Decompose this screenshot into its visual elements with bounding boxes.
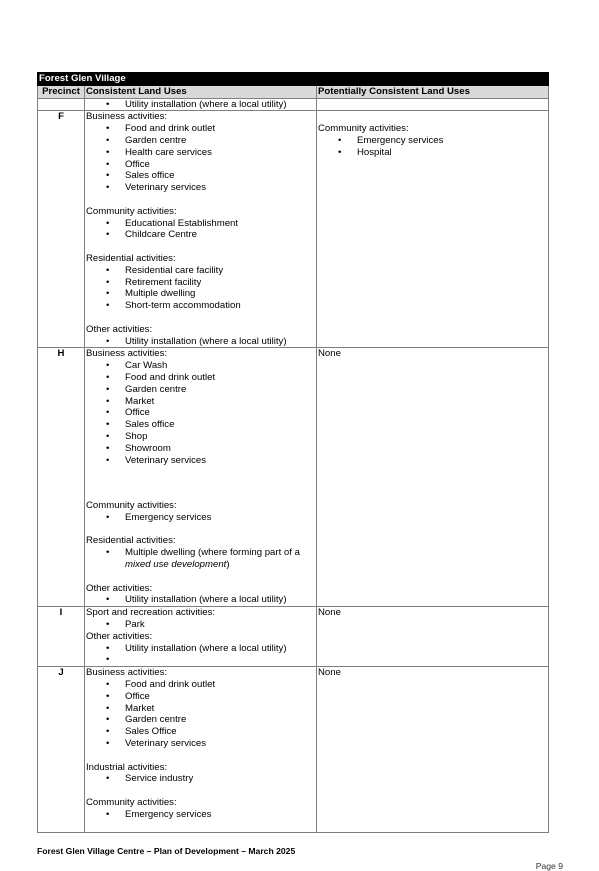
list-item: • Service industry [106,773,315,785]
precinct-cell-continued [38,98,85,111]
list-item: • Multiple dwelling [106,288,315,300]
sport-recreation-activities-list [86,619,315,631]
potential-uses-column-header: Potentially Consistent Land Uses [317,85,549,98]
list-item: • Market [106,396,315,408]
business-activities-list [86,360,315,466]
residential-activities-heading: Residential activities: [86,252,176,264]
potential-uses-cell: None [317,607,549,667]
list-item-italic-text: mixed use development [125,559,227,571]
business-activities-list [86,123,315,194]
list-item: • Garden centre [106,384,315,396]
precinct-column-header: Precinct [38,85,85,98]
table-title-row [38,73,549,86]
industrial-activities-list [86,773,315,785]
list-item: • Childcare Centre [106,229,315,241]
sport-recreation-activities-heading: Sport and recreation activities: [86,607,216,619]
list-item: • Residential care facility [106,265,315,277]
precinct-label: F [38,111,85,348]
other-activities-list [86,594,315,606]
list-item: • Retirement facility [106,277,315,289]
list-item: • Sales office [106,419,315,431]
other-activities-heading: Other activities: [86,323,153,335]
table-row-precinct-h [38,348,549,607]
list-item: • Food and drink outlet [106,372,315,384]
other-activities-list [86,336,315,348]
consistent-uses-cell [85,111,317,348]
list-item: • Utility installation (where a local utility) [106,336,315,348]
potential-uses-cell-continued [317,98,549,111]
table-row-precinct-i [38,607,549,667]
table-row-precinct-f [38,111,549,348]
community-activities-heading: Community activities: [86,797,177,809]
business-activities-heading: Business activities: [86,111,168,123]
list-item: • Emergency services [106,809,315,821]
precinct-label: I [38,607,85,667]
table-row-precinct-j [38,667,549,833]
list-item: • Garden centre [106,135,315,147]
community-activities-heading: Community activities: [86,205,177,217]
community-activities-list [86,218,315,242]
potential-uses-cell: None [317,667,549,833]
list-item: • Veterinary services [106,738,315,750]
list-item: • Park [106,619,315,631]
list-item: • Emergency services [106,512,315,524]
list-item: • Food and drink outlet [106,123,315,135]
list-item: • Sales office [106,170,315,182]
list-item-text: Multiple dwelling (where forming part of a [125,547,300,559]
list-item: • Market [106,703,315,715]
list-item [106,654,315,666]
consistent-uses-column-header: Consistent Land Uses [85,85,317,98]
land-use-table [37,72,549,833]
precinct-label: H [38,348,85,607]
potential-uses-cell: None [317,348,549,607]
list-item: • Utility installation (where a local utility) [106,594,315,606]
list-item [106,547,315,571]
potential-community-list [318,135,547,159]
list-item: • Office [106,691,315,703]
list-item-close: ) [226,559,230,571]
list-item: • Short-term accommodation [106,300,315,312]
community-activities-list [86,809,315,821]
list-item: • Veterinary services [106,182,315,194]
community-activities-list [86,512,315,524]
consistent-uses-cell [85,607,317,667]
list-item: • Utility installation (where a local utility) [106,643,315,655]
list-item: • Food and drink outlet [106,679,315,691]
business-activities-heading: Business activities: [86,667,168,679]
list-item: • Health care services [106,147,315,159]
community-activities-heading: Community activities: [86,500,177,512]
business-activities-heading: Business activities: [86,348,168,360]
residential-activities-heading: Residential activities: [86,535,176,547]
list-item: • Showroom [106,443,315,455]
table-title: Forest Glen Village [38,73,549,86]
residential-activities-list [86,265,315,312]
list-item: • Garden centre [106,714,315,726]
consistent-uses-cell [85,667,317,833]
other-activities-list [86,643,315,667]
list-item: • Car Wash [106,360,315,372]
business-activities-list [86,679,315,750]
list-item: • Sales Office [106,726,315,738]
list-item: • Office [106,159,315,171]
consistent-uses-cell-continued [85,98,317,111]
other-activities-heading: Other activities: [86,630,153,642]
potential-uses-cell [317,111,549,348]
industrial-activities-heading: Industrial activities: [86,761,168,773]
list-item: • Educational Establishment [106,218,315,230]
list-item: • Veterinary services [106,455,315,467]
other-activities-heading: Other activities: [86,582,153,594]
list-item: • Utility installation (where a local utility) [106,99,315,111]
table-row-continued [38,98,549,111]
list-item: • Hospital [338,147,547,159]
list-item: • Shop [106,431,315,443]
page-number: Page 9 [535,861,563,871]
residential-activities-list [86,547,315,571]
list-item: • Emergency services [338,135,547,147]
precinct-label: J [38,667,85,833]
consistent-uses-cell [85,348,317,607]
list-item: • Office [106,407,315,419]
page-footer: Forest Glen Village Centre – Plan of Development – March 2025 [37,846,296,856]
continued-list [86,99,315,111]
table-header-row [38,85,549,98]
community-activities-heading: Community activities: [318,123,409,135]
